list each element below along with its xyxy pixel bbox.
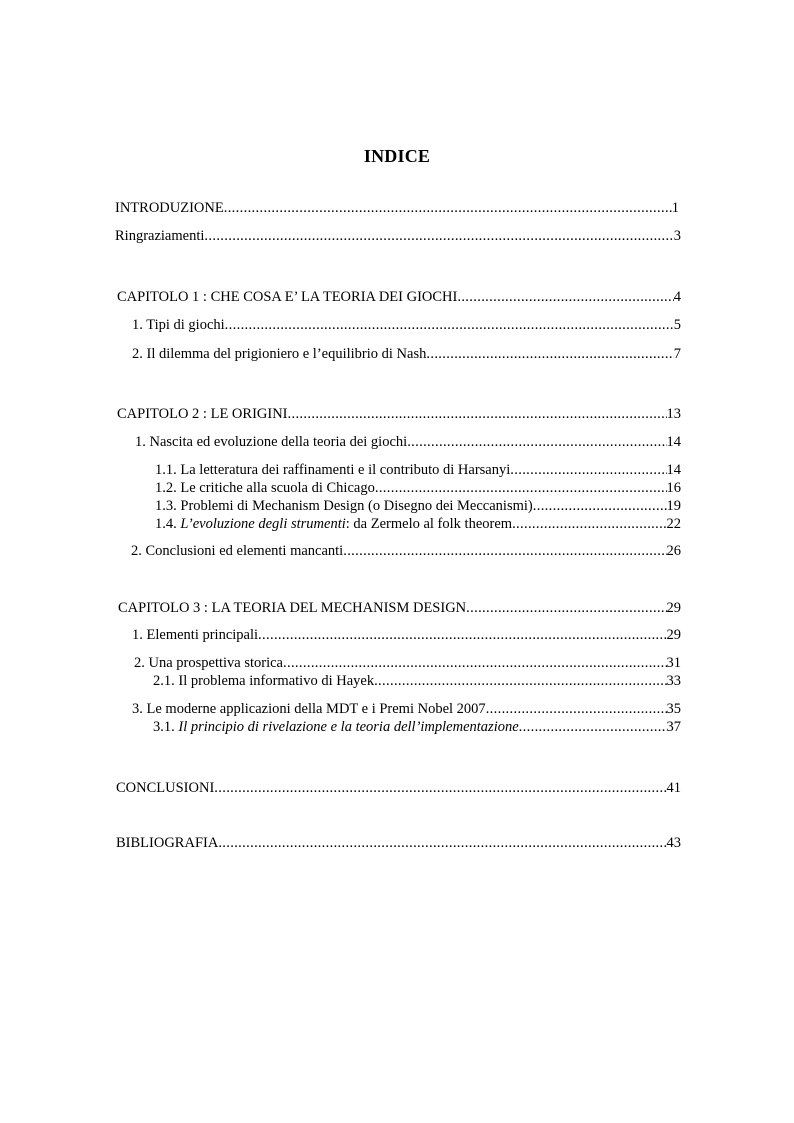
toc-leader-dots (218, 835, 666, 852)
toc-leader-dots (375, 480, 667, 497)
toc-entry-conclusioni[interactable] (116, 780, 681, 797)
toc-leader-dots (204, 228, 673, 245)
toc-label: 2. Conclusioni ed elementi mancanti (131, 543, 344, 559)
toc-leader-dots (258, 627, 666, 644)
toc-italic-title: L’evoluzione degli strumenti (180, 516, 346, 532)
toc-page-number: 16 (666, 480, 681, 496)
toc-label: 1. Tipi di giochi (132, 317, 225, 333)
toc-entry-ringraziamenti[interactable] (115, 228, 681, 245)
toc-page-number: 41 (666, 780, 681, 796)
toc-leader-dots (512, 516, 666, 533)
page-title: INDICE (363, 146, 431, 166)
toc-leader-dots (533, 498, 667, 515)
toc-leader-dots (225, 317, 674, 334)
toc-leader-dots (486, 701, 667, 718)
toc-leader-dots (374, 673, 666, 690)
toc-label: 3. Le moderne applicazioni della MDT e i Premi Nobel 2007 (132, 701, 486, 717)
toc-page-number: 31 (666, 655, 681, 671)
toc-entry-chapter-3-subsection-3-1[interactable] (153, 719, 681, 736)
toc-entry-chapter-2-section-1[interactable] (135, 434, 681, 451)
toc-entry-chapter-2-subsection-1-4[interactable] (155, 516, 681, 533)
toc-page-number: 14 (666, 434, 681, 450)
toc-page-number: 29 (666, 600, 681, 616)
toc-entry-chapter-2-section-2[interactable] (131, 543, 681, 560)
toc-number: 1.4. (155, 516, 181, 532)
toc-label: CAPITOLO 3 : LA TEORIA DEL MECHANISM DESIGN (118, 600, 467, 616)
toc-page-number: 3 (673, 228, 681, 244)
toc-label: 1.1. La letteratura dei raffinamenti e il contributo di Harsanyi (155, 462, 511, 478)
toc-page-number: 1 (671, 200, 679, 216)
toc-label: 2.1. Il problema informativo di Hayek (153, 673, 375, 689)
toc-page-number: 5 (673, 317, 681, 333)
toc-label: BIBLIOGRAFIA (116, 835, 219, 851)
toc-entry-chapter-1-section-2[interactable] (132, 346, 681, 363)
toc-page-number: 13 (666, 406, 681, 422)
toc-label: CONCLUSIONI (116, 780, 215, 796)
toc-entry-chapter-2-subsection-1-2[interactable] (155, 480, 681, 497)
toc-entry-chapter-2-subsection-1-3[interactable] (155, 498, 681, 515)
toc-label: 2. Una prospettiva storica (134, 655, 283, 671)
toc-entry-chapter-3[interactable] (118, 600, 681, 617)
toc-leader-dots (466, 600, 666, 617)
toc-label (153, 719, 519, 736)
toc-page-number: 26 (666, 543, 681, 559)
toc-entry-bibliografia[interactable] (116, 835, 681, 852)
toc-number: 3.1. (153, 719, 179, 735)
toc-entry-chapter-3-subsection-2-1[interactable] (153, 673, 681, 690)
toc-leader-dots (214, 780, 666, 797)
toc-entry-introduzione[interactable] (115, 200, 679, 217)
toc-entry-chapter-3-section-3[interactable] (132, 701, 681, 718)
toc-page-number: 14 (666, 462, 681, 478)
toc-page-number: 43 (666, 835, 681, 851)
toc-leader-dots (519, 719, 667, 736)
toc-label (155, 516, 512, 533)
toc-entry-chapter-1-section-1[interactable] (132, 317, 681, 334)
toc-page-number: 19 (666, 498, 681, 514)
toc-page-number: 4 (673, 289, 681, 305)
toc-entry-chapter-3-section-1[interactable] (132, 627, 681, 644)
toc-leader-dots (288, 406, 667, 423)
toc-label: 1. Nascita ed evoluzione della teoria dei giochi (135, 434, 408, 450)
toc-label: 1.2. Le critiche alla scuola di Chicago (155, 480, 375, 496)
toc-page-number: 37 (666, 719, 681, 735)
toc-leader-dots (224, 200, 672, 217)
toc-entry-chapter-2-subsection-1-1[interactable] (155, 462, 681, 479)
toc-page-number: 29 (666, 627, 681, 643)
toc-label: 2. Il dilemma del prigioniero e l’equilibrio di Nash (132, 346, 427, 362)
toc-label: 1.3. Problemi di Mechanism Design (o Disegno dei Meccanismi) (155, 498, 533, 514)
toc-italic-title: Il principio di rivelazione e la teoria dell’implementazione (178, 719, 519, 735)
toc-label: Ringraziamenti (115, 228, 205, 244)
toc-page-number: 35 (666, 701, 681, 717)
toc-page-number: 7 (673, 346, 681, 362)
toc-leader-dots (426, 346, 673, 363)
toc-entry-chapter-2[interactable] (117, 406, 681, 423)
toc-leader-dots (510, 462, 666, 479)
toc-entry-chapter-1[interactable] (117, 289, 681, 306)
toc-label: CAPITOLO 2 : LE ORIGINI (117, 406, 288, 422)
toc-leader-dots (407, 434, 666, 451)
toc-label: 1. Elementi principali (132, 627, 259, 643)
toc-entry-chapter-3-section-2[interactable] (134, 655, 681, 672)
toc-page-number: 33 (666, 673, 681, 689)
toc-label: CAPITOLO 1 : CHE COSA E’ LA TEORIA DEI GIOCHI (117, 289, 458, 305)
toc-leader-dots (457, 289, 673, 306)
toc-leader-dots (343, 543, 666, 560)
toc-leader-dots (283, 655, 667, 672)
toc-label: INTRODUZIONE (115, 200, 224, 216)
toc-page-number: 22 (666, 516, 681, 532)
toc-title-rest: : da Zermelo al folk theorem (345, 516, 513, 532)
